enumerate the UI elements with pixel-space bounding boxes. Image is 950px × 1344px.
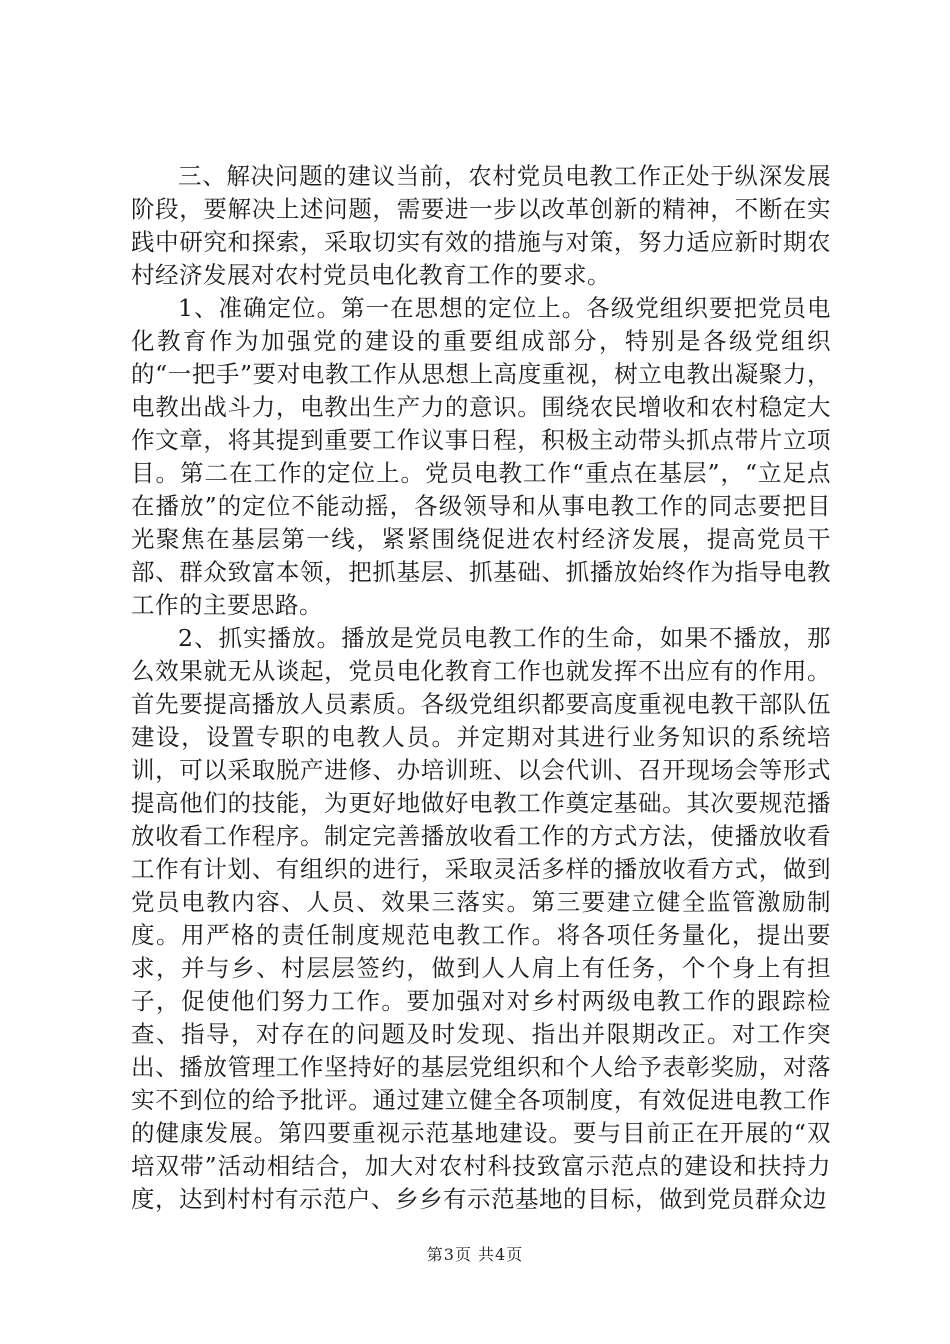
page-footer: 第3页 共4页: [426, 1245, 524, 1264]
paragraph-accurate-positioning: 1、准确定位。第一在思想的定位上。各级党组织要把党员电化教育作为加强党的建设的重要组成部分，特别是各级党组织的“一把手”要对电教工作从思想上高度重视，树立电教出凝聚力，电教出战斗力，电教出生产力的意识。围绕农民增收和农村稳定大作文章，将其提到重要工作议事日程，积极主动带头抓点带片立项目。第二在工作的定位上。党员电教工作“重点在基层”，“立足点在播放”的定位不能动摇，各级领导和从事电教工作的同志要把目光聚焦在基层第一线，紧紧围绕促进农村经济发展，提高党员干部、群众致富本领，把抓基层、抓基础、抓播放始终作为指导电教工作的主要思路。: [131, 294, 831, 619]
paragraph-suggestions-intro: 三、解决问题的建议当前，农村党员电教工作正处于纵深发展阶段，要解决上述问题，需要进一步以改革创新的精神，不断在实践中研究和探索，采取切实有效的措施与对策，努力适应新时期农村经济发展对农村党员电化教育工作的要求。: [131, 162, 831, 289]
paragraph-solid-broadcasting: 2、抓实播放。播放是党员电教工作的生命，如果不播放，那么效果就无从谈起，党员电化教育工作也就发挥不出应有的作用。首先要提高播放人员素质。各级党组织都要高度重视电教干部队伍建设，设置专职的电教人员。并定期对其进行业务知识的系统培训，可以采取脱产进修、办培训班、以会代训、召开现场会等形式提高他们的技能，为更好地做好电教工作奠定基础。其次要规范播放收看工作程序。制定完善播放收看工作的方式方法，使播放收看工作有计划、有组织的进行，采取灵活多样的播放收看方式，做到党员电教内容、人员、效果三落实。第三要建立健全监管激励制度。用严格的责任制度规范电教工作。将各项任务量化，提出要求，并与乡、村层层签约，做到人人肩上有任务，个个身上有担子，促使他们努力工作。要加强对对乡村两级电教工作的跟踪检查、指导，对存在的问题及时发现、指出并限期改正。对工作突出、播放管理工作坚持好的基层党组织和个人给予表彰奖励，对落实不到位的给予批评。通过建立健全各项制度，有效促进电教工作的健康发展。第四要重视示范基地建设。要与目前正在开展的“双培双带”活动相结合，加大对农村科技致富示范点的建设和扶持力度，达到村村有示范户、乡乡有示范基地的目标，做到党员群众边: [131, 624, 831, 1213]
document-body: [131, 160, 831, 1216]
